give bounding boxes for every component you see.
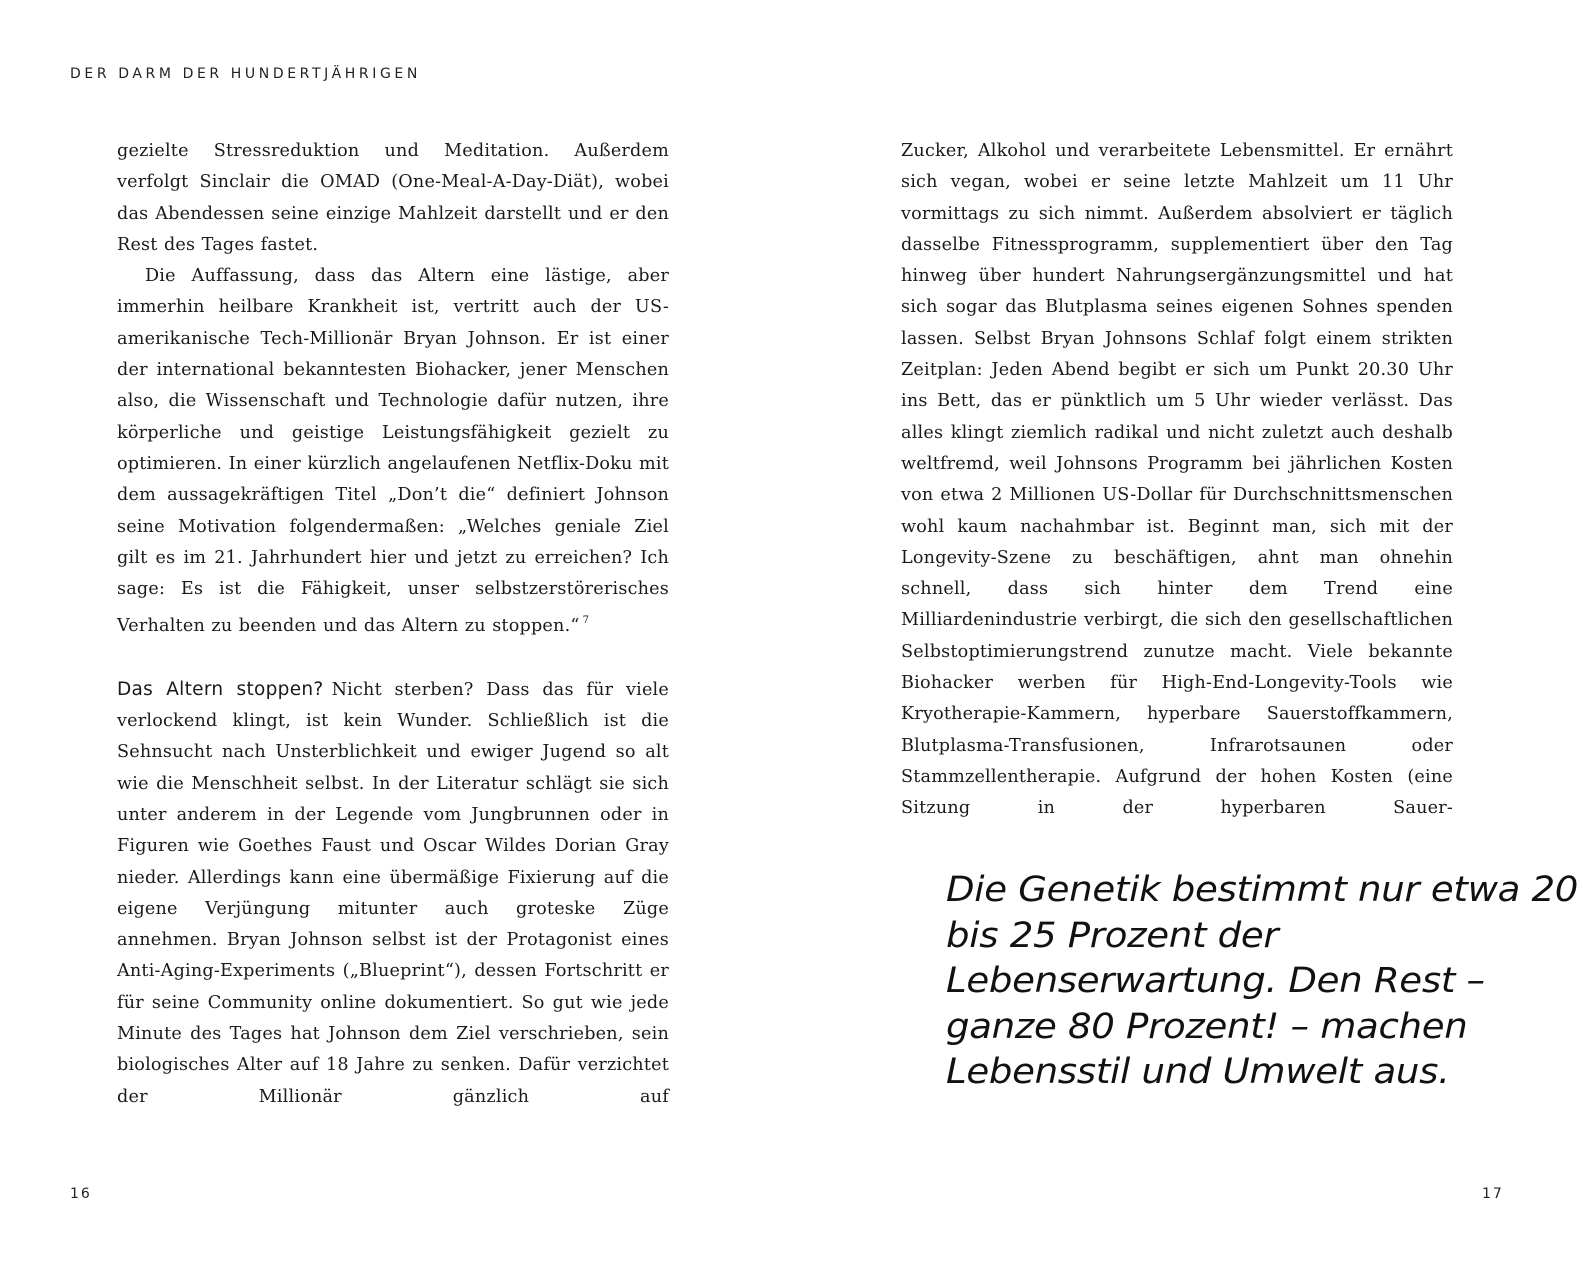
left-paragraph-3	[117, 674, 669, 1113]
footnote-reference: 7	[582, 615, 590, 627]
section-subheading: Das Altern stoppen?	[117, 678, 324, 700]
right-paragraph-1: Zucker, Alkohol und verarbeitete Lebensmittel. Er ernährt sich vegan, wobei er seine letzte Mahlzeit um 11 Uhr vormittags zu sich nimmt. Außerdem absolviert er täglich dasselbe Fitnessprogramm, supplementiert über den Tag hinweg über hundert Nahrungsergänzungsmittel und hat sich sogar das Blutplasma seines eigenen Sohnes spenden lassen. Selbst Bryan Johnsons Schlaf folgt einem strikten Zeitplan: Jeden Abend begibt er sich um Punkt 20.30 Uhr ins Bett, das er pünktlich um 5 Uhr wieder verlässt. Das alles klingt ziemlich radikal und nicht zuletzt auch deshalb weltfremd, weil Johnsons Programm bei jährlichen Kosten von etwa 2 Millionen US-Dollar für Durchschnittsmenschen wohl kaum nachahmbar ist. Beginnt man, sich mit der Longevity-Szene zu beschäftigen, ahnt man ohnehin schnell, dass sich hinter dem Trend eine Milliardenindustrie verbirgt, die sich den gesellschaftlichen Selbstoptimierungstrend zunutze macht. Viele bekannte Biohacker werben für High-End-Longevity-Tools wie Kryotherapie-Kammern, hyperbare Sauerstoffkammern, Blutplasma-Transfusionen, Infrarotsaunen oder Stammzellentherapie. Aufgrund der hohen Kosten (eine Sitzung in der hyperbaren Sauer-	[901, 141, 1453, 819]
left-page-text-column	[117, 136, 669, 1113]
left-paragraph-3-text: Nicht sterben? Dass das für viele verlockend klingt, ist kein Wunder. Schließlich ist die Sehnsucht nach Unsterblichkeit und ewiger Jugend so alt wie die Menschheit selbst. In der Literatur schlägt sie sich unter anderem in der Legende vom Jungbrunnen oder in Figuren wie Goethes Faust und Oscar Wildes Dorian Gray nieder. Allerdings kann eine übermäßige Fixierung auf die eigene Verjüngung mitunter auch groteske Züge annehmen. Bryan Johnson selbst ist der Protagonist eines Anti-Aging-Experiments („Blueprint“), dessen Fortschritt er für seine Community online dokumentiert. So gut wie jede Minute des Tages hat Johnson dem Ziel verschrieben, sein biologisches Alter auf 18 Jahre zu senken. Dafür verzichtet der Millionär gänzlich auf	[117, 679, 669, 1107]
right-page-text-column	[901, 136, 1453, 825]
page-number-right: 17	[1482, 1186, 1504, 1202]
left-paragraph-1: gezielte Stressreduktion und Meditation. Außerdem verfolgt Sinclair die OMAD (One-Meal-A-Day-Diät), wobei das Abendessen seine einzige Mahlzeit darstellt und er den Rest des Tages fastet.	[117, 141, 669, 255]
running-head: DER DARM DER HUNDERTJÄHRIGEN	[70, 66, 421, 82]
left-paragraph-2	[117, 261, 669, 643]
left-paragraph-2-text: Die Auffassung, dass das Altern eine lästige, aber immerhin heilbare Krankheit ist, vertritt auch der US-amerikanische Tech-Millionär Bryan Johnson. Er ist einer der international bekanntesten Biohacker, jener Menschen also, die Wissenschaft und Technologie dafür nutzen, ihre körperliche und geistige Leistungsfähigkeit gezielt zu optimieren. In einer kürzlich angelaufenen Netflix-Doku mit dem aussagekräftigen Titel „Don’t die“ definiert Johnson seine Motivation folgendermaßen: „Welches geniale Ziel gilt es im 21. Jahrhundert hier und jetzt zu erreichen? Ich sage: Es ist die Fähigkeit, unser selbstzerstörerisches Verhalten zu beenden und das Altern zu stoppen.“	[117, 266, 669, 637]
pull-quote: Die Genetik bestimmt nur etwa 20 bis 25 Prozent der Lebenserwartung. Den Rest – ganze 80 Prozent! – machen Lebensstil und Umwelt aus.	[946, 870, 1579, 1092]
page-number-left: 16	[70, 1186, 92, 1202]
